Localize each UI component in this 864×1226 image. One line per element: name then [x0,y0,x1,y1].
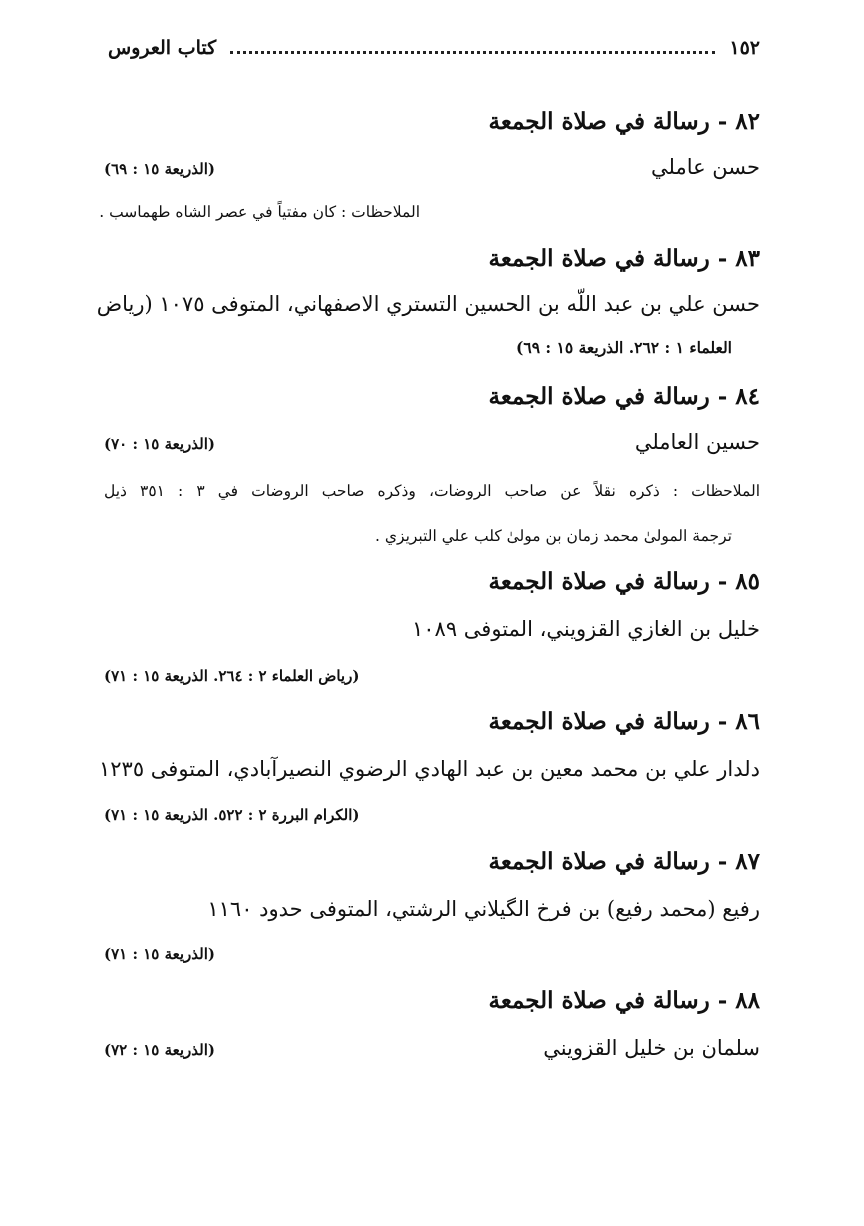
entry-84-title: ٨٤ - رسالة في صلاة الجمعة [488,383,760,410]
entry-83-author-continued: العلماء ١ : ٢٦٢. الذريعة ١٥ : ٦٩) [516,338,732,357]
entry-86-author: دلدار علي بن محمد معين بن عبد الهادي الرضوي النصيرآبادي، المتوفى ١٢٣٥ [99,757,760,781]
entry-82-title: ٨٢ - رسالة في صلاة الجمعة [488,108,760,135]
entry-88-author: سلمان بن خليل القزويني [543,1036,760,1060]
entry-85-title: ٨٥ - رسالة في صلاة الجمعة [488,568,760,595]
entry-88-title: ٨٨ - رسالة في صلاة الجمعة [488,987,760,1014]
header-dot-leader [230,51,715,54]
page-number: ١٥٢ [729,37,760,59]
entry-83-author: حسن علي بن عبد اللّه بن الحسين التستري الاصفهاني، المتوفى ١٠٧٥ (رياض [96,292,760,316]
entry-84-reference: (الذريعة ١٥ : ٧٠) [104,435,215,453]
entry-82-note: الملاحظات : كان مفتياً في عصر الشاه طهماسب . [99,203,420,221]
entry-88-author-row [104,1036,760,1060]
entry-87-author: رفيع (محمد رفيع) بن فرخ الگيلاني الرشتي، المتوفى حدود ١١٦٠ [207,897,760,921]
entry-86-reference: (الكرام البررة ٢ : ٥٢٢. الذريعة ١٥ : ٧١) [104,806,360,824]
running-header [108,30,760,66]
entry-84-author-row [104,430,760,454]
entry-84-author: حسين العاملي [634,430,760,454]
entry-86-title: ٨٦ - رسالة في صلاة الجمعة [488,708,760,735]
entry-87-reference: (الذريعة ١٥ : ٧١) [104,945,215,963]
entry-88-reference: (الذريعة ١٥ : ٧٢) [104,1041,215,1059]
entry-84-note-continued: ترجمة المولىٰ محمد زمان بن مولىٰ كلب علي التبريزي . [375,527,732,545]
entry-85-reference: (رياض العلماء ٢ : ٢٦٤. الذريعة ١٥ : ٧١) [104,667,360,685]
entry-82-reference: (الذريعة ١٥ : ٦٩) [104,160,215,178]
entry-82-author-row [104,155,760,179]
entry-84-note: الملاحظات : ذكره نقلاً عن صاحب الروضات، وذكره صاحب الروضات في ٣ : ٣٥١ ذيل [104,482,760,500]
entry-87-title: ٨٧ - رسالة في صلاة الجمعة [488,848,760,875]
entry-82-author: حسن عاملي [650,155,760,179]
entry-85-author: خليل بن الغازي القزويني، المتوفى ١٠٨٩ [412,617,760,641]
entry-83-title: ٨٣ - رسالة في صلاة الجمعة [488,245,760,272]
running-title: كتاب العروس [108,37,217,59]
